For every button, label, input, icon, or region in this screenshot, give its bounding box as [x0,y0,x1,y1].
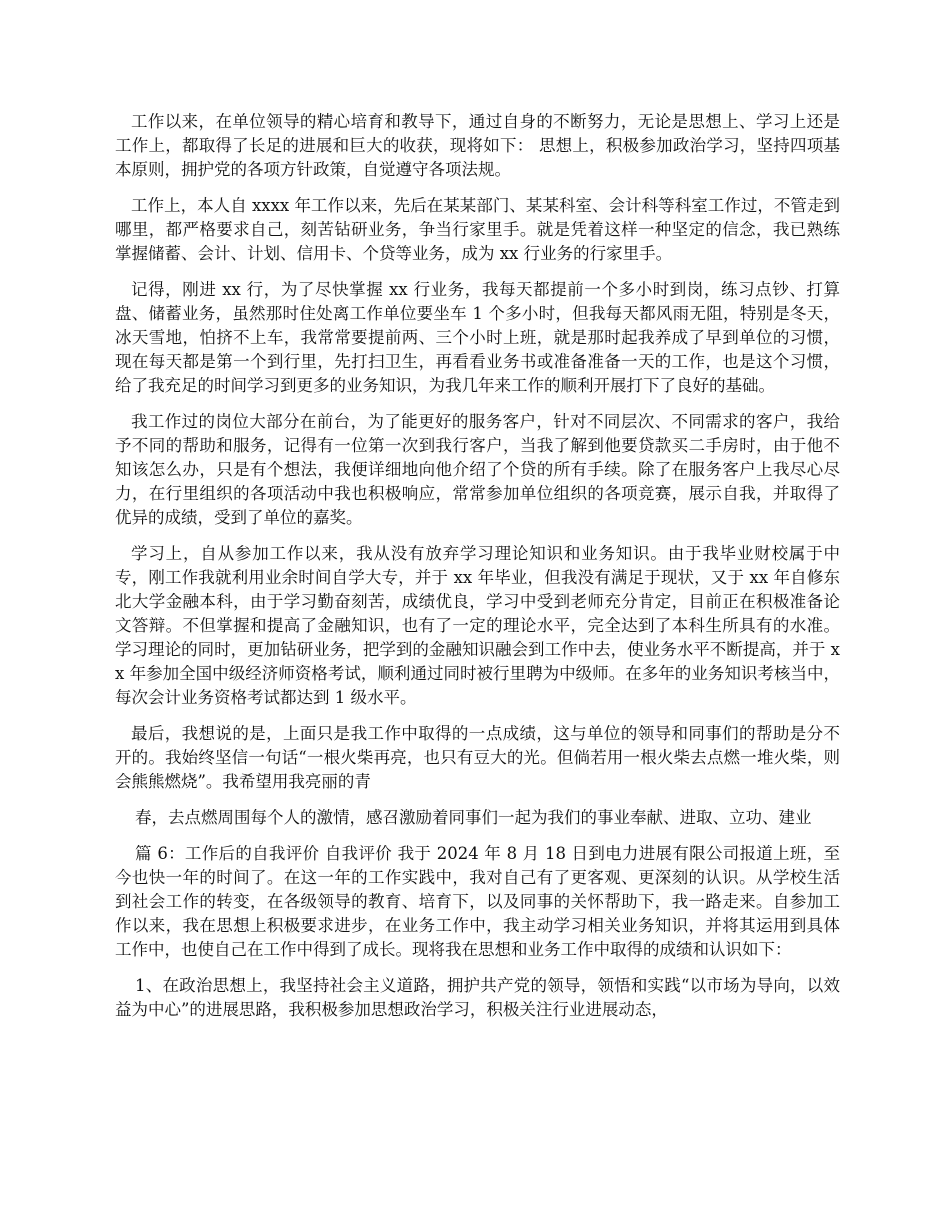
document-body [115,110,840,1034]
paragraph-section-6: 篇 6：工作后的自我评价 自我评价 我于 2024 年 8 月 18 日到电力进展有限公司报道上班，至今也快一年的时间了。在这一年的工作实践中，我对自己有了更客观、更深刻的认识。从学校生活到社会工作的转变，在各级领导的教育、培育下，以及同事的关怀帮助下，我一路走来。自参加工作以来，我在思想上积极要求进步，在业务工作中，我主动学习相关业务知识，并将其运用到具体工作中，也使自己在工作中得到了成长。现将我在思想和业务工作中取得的成绩和认识如下： [115,844,840,959]
paragraph-study: 学习上，自从参加工作以来，我从没有放弃学习理论知识和业务知识。由于我毕业财校属于中专，刚工作我就利用业余时间自学大专，并于 xx 年毕业，但我没有满足于现状，又于 xx 年自修东北大学金融本科，由于学习勤奋刻苦，成绩优良，学习中受到老师充分肯定，目前正在积极准备论文答辩。不但掌握和提高了金融知识，也有了一定的理论水平，完全达到了本科生所具有的水准。学习理论的同时，更加钻研业务，把学到的金融知识融会到工作中去，使业务水平不断提高，并于 xx 年参加全国中级经济师资格考试，顺利通过同时被行里聘为中级师。在多年的业务知识考核当中，每次会计业务资格考试都达到 1 级水平。 [115,544,840,707]
paragraph-conclusion: 最后，我想说的是，上面只是我工作中取得的一点成绩，这与单位的领导和同事们的帮助是分不开的。我始终坚信一句话“一根火柴再亮，也只有豆大的光。但倘若用一根火柴去点燃一堆火柴，则会熊熊燃烧”。我希望用我亮丽的青 [115,724,840,791]
paragraph-intro: 工作以来，在单位领导的精心培育和教导下，通过自身的不断努力，无论是思想上、学习上还是工作上，都取得了长足的进展和巨大的收获，现将如下： 思想上，积极参加政治学习，坚持四项基本原则，拥护党的各项方针政策，自觉遵守各项法规。 [115,112,840,179]
paragraph-continuation: 春，去点燃周围每个人的激情，感召激励着同事们一起为我们的事业奉献、进取、立功、建业 [135,808,812,827]
paragraph-memory: 记得，刚进 xx 行，为了尽快掌握 xx 行业务，我每天都提前一个多小时到岗，练习点钞、打算盘、储蓄业务，虽然那时住处离工作单位要坐车 1 个多小时，但我每天都风雨无阻，特别是冬天，冰天雪地，怕挤不上车，我常常要提前两、三个小时上班，就是那时起我养成了早到单位的习惯，现在每天都是第一个到行里，先打扫卫生，再看看业务书或准备准备一天的工作，也是这个习惯，给了我充足的时间学习到更多的业务知识，为我几年来工作的顺利开展打下了良好的基础。 [115,280,840,395]
paragraph-politics: 1、在政治思想上，我坚持社会主义道路，拥护共产党的领导，领悟和实践“以市场为导向，以效益为中心”的进展思路，我积极参加思想政治学习，积极关注行业进展动态， [115,976,840,1019]
paragraph-work: 工作上，本人自 xxxx 年工作以来，先后在某某部门、某某科室、会计科等科室工作过，不管走到哪里，都严格要求自己，刻苦钻研业务，争当行家里手。就是凭着这样一种坚定的信念，我已熟练掌握储蓄、会计、计划、信用卡、个贷等业务，成为 xx 行业务的行家里手。 [115,196,840,263]
paragraph-service: 我工作过的岗位大部分在前台，为了能更好的服务客户，针对不同层次、不同需求的客户，我给予不同的帮助和服务，记得有一位第一次到我行客户，当我了解到他要贷款买二手房时，由于他不知该怎么办，只是有个想法，我便详细地向他介绍了个贷的所有手续。除了在服务客户上我尽心尽力，在行里组织的各项活动中我也积极响应，常常参加单位组织的各项竞赛，展示自我，并取得了优异的成绩，受到了单位的嘉奖。 [115,412,840,527]
